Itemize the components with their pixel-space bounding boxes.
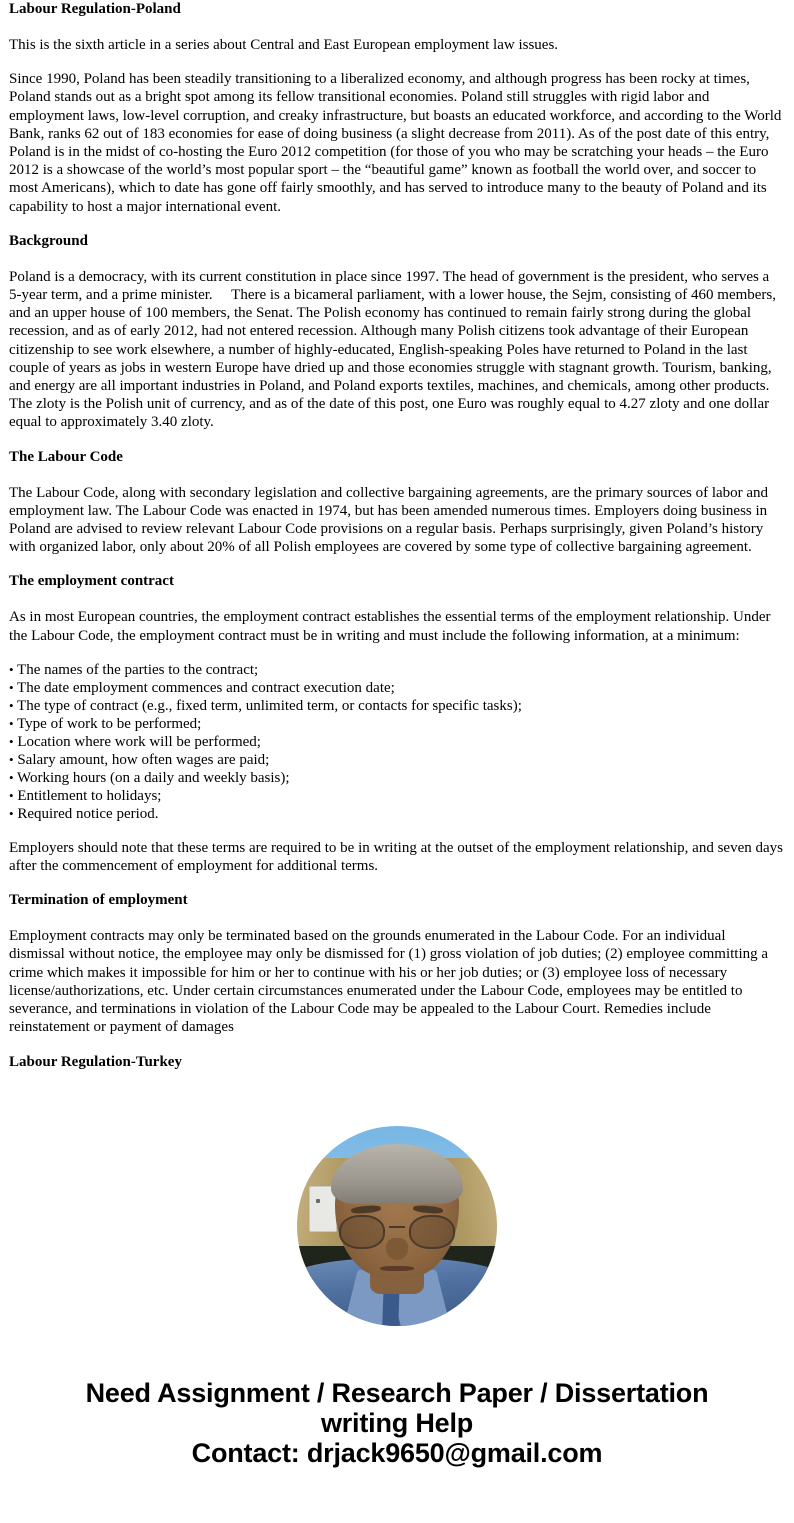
- list-item: [9, 769, 785, 787]
- spacer: [9, 54, 785, 70]
- paragraph-the-employment-contract: As in most European countries, the employment contract establishes the essential terms of the employment relationship. Under the Labour Code, the employment contract must be in writing and must include the following information, at a minimum:: [9, 609, 771, 644]
- photo-mouth: [380, 1266, 414, 1271]
- bullet-icon: •: [9, 751, 14, 767]
- bullet-icon: •: [9, 733, 14, 749]
- spacer: [9, 909, 785, 927]
- paragraph-background: Poland is a democracy, with its current constitution in place since 1997. The head of government is the president, who serves a 5-year term, and a prime minister. There is a bicameral parliament, with a lower house, the Sejm, consisting of 460 members, and an upper house of 100 members, the Senat. The Polish economy has continued to remain fairly strong during the global recession, and as of early 2012, had not entered recession. Although many Polish citizens took advantage of their European citizenship to see work elsewhere, a number of highly-educated, English-speaking Poles have returned to Poland in the last couple of years as jobs in western Europe have dried up and those economies struggle with stagnant growth. Tourism, banking, and energy are all important industries in Poland, and Poland exports textiles, machines, and chemicals, among other products. The zloty is the Polish unit of currency, and as of the date of this post, one Euro was roughly equal to 4.27 zloty and one dollar equal to approximately 3.40 zloty.: [9, 268, 777, 431]
- photo-eyeglass-bridge: [389, 1226, 405, 1228]
- spacer: [9, 216, 785, 232]
- bullet-icon: •: [9, 661, 14, 677]
- spacer: [9, 250, 785, 268]
- spacer: [9, 556, 785, 572]
- heading-labour-regulation-turkey: Labour Regulation-Turkey: [9, 1053, 182, 1070]
- bullet-icon: •: [9, 769, 14, 785]
- list-item-label: Working hours (on a daily and weekly basis);: [17, 769, 290, 786]
- spacer: [9, 645, 785, 661]
- footer-promo: [9, 1378, 785, 1468]
- list-item: [9, 715, 785, 733]
- heading-the-employment-contract: The employment contract: [9, 573, 174, 590]
- bullet-icon: •: [9, 805, 14, 821]
- heading-termination-of-employment: Termination of employment: [9, 892, 188, 909]
- paragraph-the-labour-code: The Labour Code, along with secondary legislation and collective bargaining agreements, are the primary sources of labor and employment law. The Labour Code was enacted in 1974, but has been amended numerous times. Employers doing business in Poland are advised to review relevant Labour Code provisions on a regular basis. Perhaps surprisingly, given Poland’s history with organized labor, only about 20% of all Polish employees are covered by some type of collective bargaining agreement.: [9, 484, 769, 556]
- avatar: [297, 1126, 497, 1326]
- list-item-label: The date employment commences and contract execution date;: [17, 679, 395, 696]
- heading-labour-regulation-poland: Labour Regulation-Poland: [9, 1, 181, 17]
- photo-eyeglass-right: [409, 1215, 455, 1249]
- bullet-icon: •: [9, 787, 14, 803]
- paragraph-post-list-note: Employers should note that these terms are required to be in writing at the outset of the employment relationship, and seven days after the commencement of employment for additional terms.: [9, 839, 783, 875]
- heading-the-labour-code: The Labour Code: [9, 448, 123, 465]
- list-item: [9, 805, 785, 823]
- list-item: [9, 751, 785, 769]
- list-item: [9, 661, 785, 679]
- list-item-label: Type of work to be performed;: [17, 715, 202, 732]
- bullet-icon: •: [9, 715, 14, 731]
- bullet-icon: •: [9, 679, 14, 695]
- spacer: [9, 432, 785, 448]
- footer-line-3: Contact: drjack9650@gmail.com: [191, 1437, 603, 1468]
- paragraph-termination: Employment contracts may only be terminated based on the grounds enumerated in the Labour Code. For an individual dismissal without notice, the employee may only be dismissed for (1) gross violation of job duties; (2) employee committing a crime which makes it impossible for him or her to continue with his or her job duties; or (3) employee loss of necessary license/authorizations, etc. Under certain circumstances enumerated under the Labour Code, employees may be entitled to severance, and terminations in violation of the Labour Code may be appealed to the Labour Court. Remedies include reinstatement or payment of damages: [9, 928, 769, 1036]
- spacer: [9, 18, 785, 36]
- paragraph-intro: This is the sixth article in a series about Central and East European employment law issues.: [9, 37, 559, 53]
- list-item-label: The names of the parties to the contract;: [17, 661, 259, 678]
- spacer: [9, 1037, 785, 1053]
- spacer: [9, 466, 785, 484]
- contract-requirements-list: [9, 661, 785, 823]
- list-item: [9, 733, 785, 751]
- list-item: [9, 697, 785, 715]
- list-item-label: Entitlement to holidays;: [17, 787, 162, 804]
- footer-line-1: Need Assignment / Research Paper / Dissertation: [85, 1377, 709, 1408]
- spacer: [9, 823, 785, 839]
- paragraph-poland-overview: Since 1990, Poland has been steadily transitioning to a liberalized economy, and although progress has been rocky at times, Poland stands out as a bright spot among its fellow transitional economies. Poland still struggles with rigid labor and employment laws, low-level corruption, and creaky infrastructure, but boasts an educated workforce, and according to the World Bank, ranks 62 out of 183 economies for ease of doing business (a slight decrease from 2011). As of the post date of this entry, Poland is in the midst of co-hosting the Euro 2012 competition (for those of you who may be scratching your heads – the Euro 2012 is a showcase of the world’s most popular sport – the “beautiful game” known as football the world over, and soccer to most Americans), which to date has gone off fairly smoothly, and has served to introduce many to the beauty of Poland and its capability to host a major international event.: [9, 71, 782, 215]
- photo-nose: [386, 1238, 408, 1260]
- footer-line-2: writing Help: [320, 1407, 474, 1438]
- author-photo-container: [9, 1126, 785, 1326]
- photo-eyeglass-left: [339, 1215, 385, 1249]
- bullet-icon: •: [9, 697, 14, 713]
- list-item-label: Location where work will be performed;: [17, 733, 261, 750]
- list-item-label: Salary amount, how often wages are paid;: [17, 751, 270, 768]
- list-item-label: The type of contract (e.g., fixed term, unlimited term, or contacts for specific tasks);: [17, 697, 522, 714]
- heading-background: Background: [9, 232, 88, 249]
- spacer: [9, 875, 785, 891]
- list-item-label: Required notice period.: [17, 805, 159, 822]
- spacer: [9, 590, 785, 608]
- list-item: [9, 787, 785, 805]
- list-item: [9, 679, 785, 697]
